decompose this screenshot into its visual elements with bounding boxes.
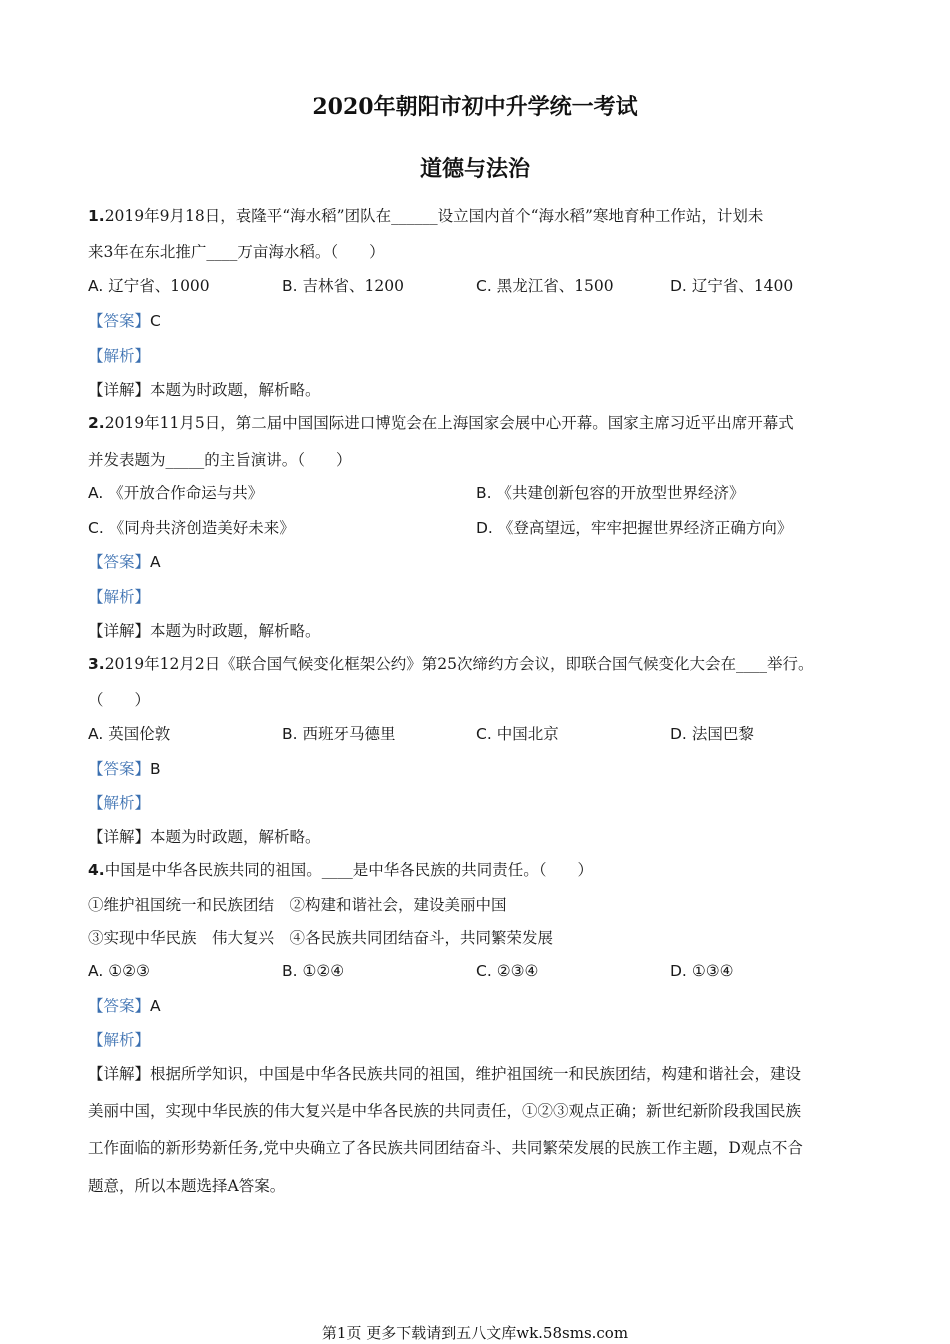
detail-line-2: 美丽中国，实现中华民族的伟大复兴是中华各民族的共同责任，①②③观点正确；新世纪新阶段我国民族 (88, 1102, 802, 1120)
detail-line: 【详解】本题为时政题，解析略。 (88, 622, 321, 640)
option-a: A. 《开放合作命运与共》 (88, 484, 264, 502)
question-2-line-1 (88, 413, 868, 433)
question-3-line-1 (88, 654, 868, 674)
subject-title: 道德与法治 (419, 156, 530, 182)
option-a: A. 辽宁省、1000 (88, 277, 210, 295)
answer-line: 【答案】C (88, 312, 161, 330)
detail-line-4: 题意，所以本题选择A答案。 (88, 1177, 286, 1195)
answer-line: 【答案】A (88, 553, 161, 571)
question-1-line-2: 来3年在东北推广____万亩海水稻。（ ） (88, 243, 385, 261)
question-text: 中国是中华各民族共同的祖国。____是中华各民族的共同责任。（ ） (104, 861, 593, 879)
question-number: 2. (88, 414, 105, 432)
option-d: D. 辽宁省、1400 (670, 277, 794, 295)
question-text: 2019年9月18日，袁隆平“海水稻”团队在______设立国内首个“海水稻”寒地育种工作站，计划未 (104, 207, 764, 225)
exam-title: 2020年朝阳市初中升学统一考试 (312, 94, 638, 120)
question-text: 2019年12月2日《联合国气候变化框架公约》第25次缔约方会议，即联合国气候变化大会在____举行。 (104, 655, 814, 673)
option-a: A. 英国伦敦 (88, 725, 171, 743)
option-b: B. 《共建创新包容的开放型世界经济》 (476, 484, 745, 502)
option-d: D. 《登高望远，牢牢把握世界经济正确方向》 (476, 519, 793, 537)
question-2-line-2: 并发表题为_____的主旨演讲。（ ） (88, 451, 352, 469)
answer-line: 【答案】B (88, 760, 161, 778)
option-d: D. ①③④ (670, 962, 734, 980)
analysis-tag: 【解析】 (88, 588, 151, 606)
question-number: 3. (88, 655, 105, 673)
option-a: A. ①②③ (88, 962, 150, 980)
analysis-tag: 【解析】 (88, 347, 151, 365)
option-b: B. ①②④ (282, 962, 345, 980)
option-b: B. 西班牙马德里 (282, 725, 396, 743)
detail-line-3: 工作面临的新形势新任务,党中央确立了各民族共同团结奋斗、共同繁荣发展的民族工作主题，D观点不合 (88, 1139, 803, 1157)
question-4-line-1 (88, 860, 868, 880)
detail-line: 【详解】本题为时政题，解析略。 (88, 828, 321, 846)
question-1-line-1 (88, 206, 868, 226)
option-d: D. 法国巴黎 (670, 725, 754, 743)
option-c: C. 黑龙江省、1500 (476, 277, 614, 295)
question-number: 1. (88, 207, 105, 225)
detail-line-1: 【详解】根据所学知识，中国是中华各民族共同的祖国，维护祖国统一和民族团结，构建和谐社会，建设 (88, 1065, 802, 1083)
option-c: C. ②③④ (476, 962, 539, 980)
option-c: C. 《同舟共济创造美好未来》 (88, 519, 295, 537)
statement-line-1: ①维护祖国统一和民族团结 ②构建和谐社会，建设美丽中国 (88, 896, 507, 914)
question-number: 4. (88, 861, 105, 879)
statement-line-2: ③实现中华民族 伟大复兴 ④各民族共同团结奋斗，共同繁荣发展 (88, 929, 554, 947)
detail-line: 【详解】本题为时政题，解析略。 (88, 381, 321, 399)
analysis-tag: 【解析】 (88, 1031, 151, 1049)
option-b: B. 吉林省、1200 (282, 277, 404, 295)
question-text: 2019年11月5日，第二届中国国际进口博览会在上海国家会展中心开幕。国家主席习近平出席开幕式 (104, 414, 794, 432)
answer-line: 【答案】A (88, 997, 161, 1015)
analysis-tag: 【解析】 (88, 794, 151, 812)
question-3-line-2: （ ） (88, 691, 151, 709)
option-c: C. 中国北京 (476, 725, 559, 743)
page-footer: 第1页 更多下载请到五八文库wk.58sms.com (321, 1324, 629, 1342)
